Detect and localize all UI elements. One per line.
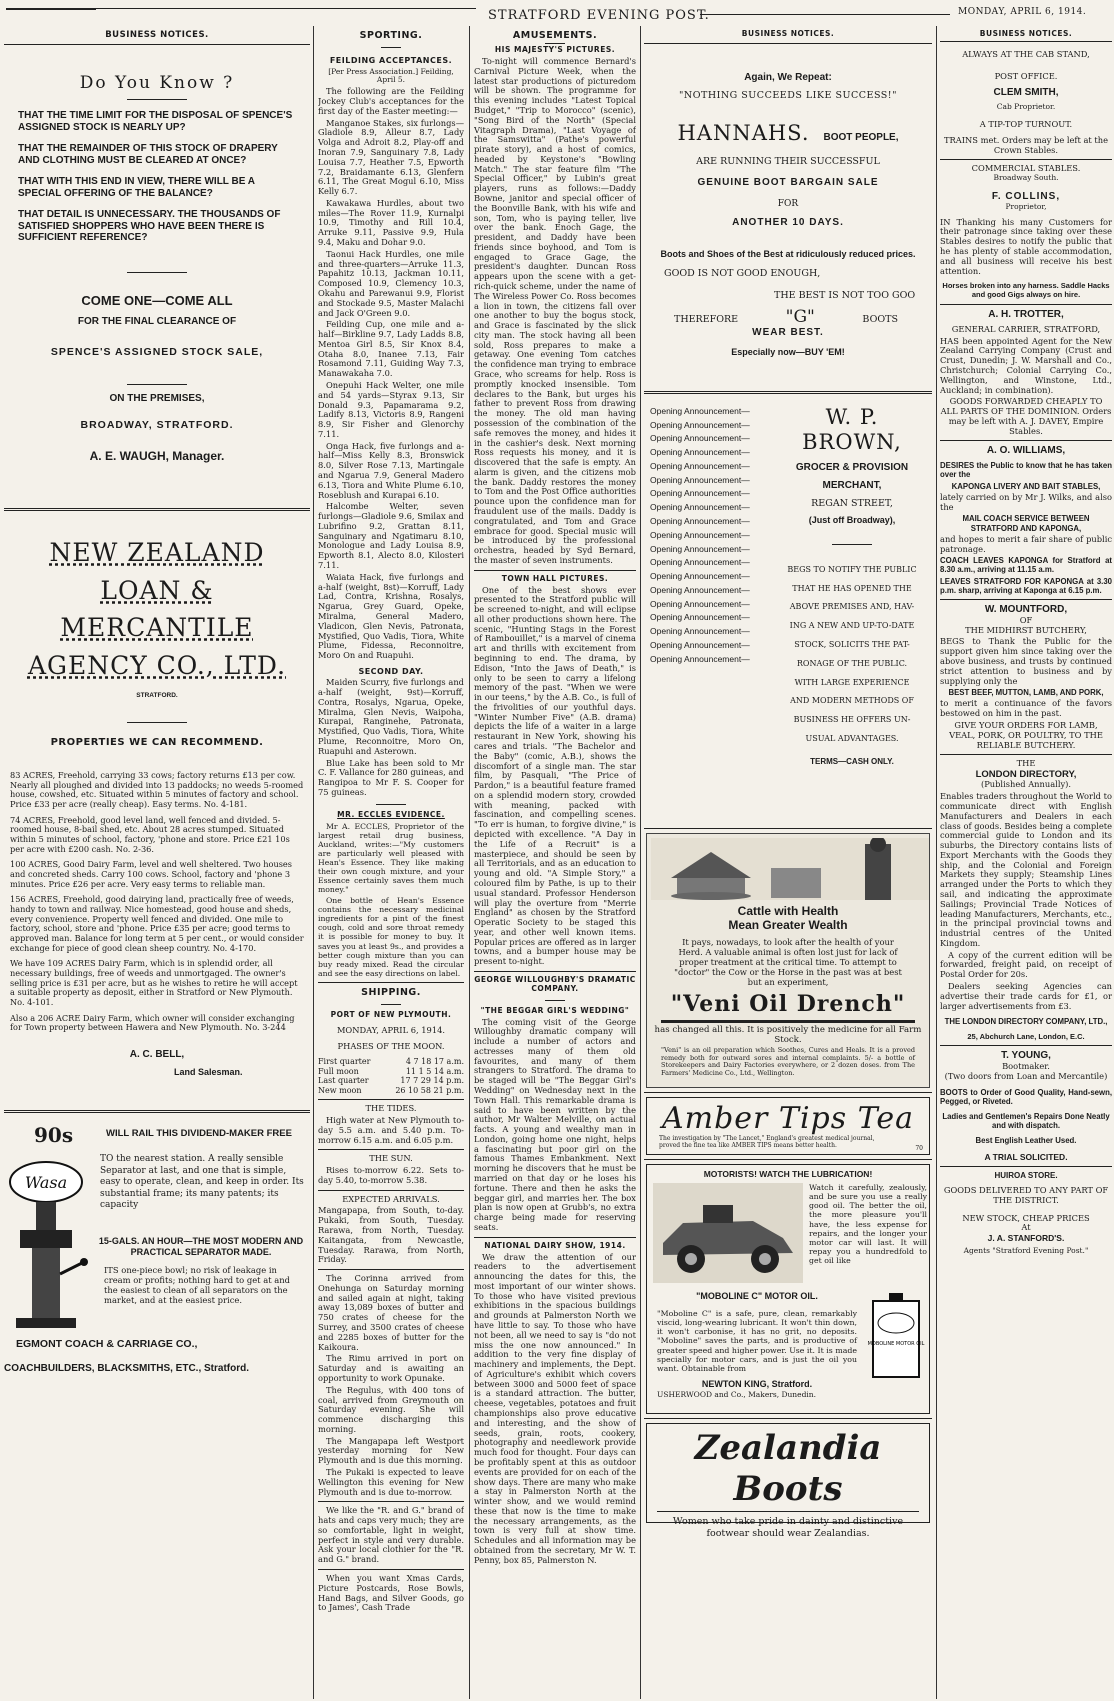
zealandia-title: Zealandia Boots — [694, 1427, 882, 1509]
sub-heading: "THE BEGGAR GIRL'S WEDDING" — [480, 1005, 630, 1015]
property-listing: 100 ACRES, Good Dairy Farm, level and well sheltered. Two houses and concreted sheds. Carry 100 cows. School, factory and 'phone 3 minutes. Price £26 per acre. Very easy terms to reliable man. — [10, 859, 292, 889]
moon-phase-row — [318, 1067, 464, 1076]
paragraph: Dealers seeking Agencies can advertise their trade cards for £1, or larger advertisements from £3. — [940, 981, 1112, 1011]
property-listing: We have 109 ACRES Dairy Farm, which is in splendid order, all necessary buildings, free of weeds and unmortgaged. The owner's selling price is £31 per acre, but as he wishes to retire he will accept a suitable property as deposit, either in Stratford or New Plymouth. No. 4-101. — [10, 958, 298, 1007]
opening-announcement-line: Opening Announcement— — [650, 433, 750, 444]
goods-delivered: GOODS DELIVERED TO ANY PART OF THE DISTRICT. — [943, 1185, 1109, 1205]
paragraph: The Corinna arrived from Onehunga on Saturday morning and sailed again at night, taking away 13,089 boxes of butter and 750 crates of cheese for the Surrey, and 3500 crates of cheese and 2285 boxes of butter for the Kaikoura. — [318, 1273, 464, 1352]
paragraph: The Mangapapa left Westport yesterday morning for New Plymouth and is due this morning. — [318, 1435, 464, 1466]
opening-announcement-line: Opening Announcement— — [650, 598, 750, 609]
paragraph: A copy of the current edition will be forwarded, freight paid, on receipt of Postal Order for 20s. — [940, 949, 1112, 980]
opening-announcement-line: Opening Announcement— — [650, 612, 750, 623]
hannahs-title-row — [654, 121, 922, 146]
opening-announcement-line: Opening Announcement— — [650, 557, 750, 568]
commercial-stables: COMMERCIAL STABLES. — [971, 163, 1081, 174]
paragraph: BEGS to Thank the Public for the support given him since taking over the above business, and trusts by continued strict attention to business and by supplying only the — [940, 636, 1112, 686]
merchant: MERCHANT, — [822, 480, 882, 492]
brown-line: STOCK, SOLICITS THE PAT- — [794, 639, 910, 649]
shipping-heading: SHIPPING. — [361, 986, 421, 998]
paragraph: Maiden Scurry, five furlongs and a-half (weight, 9st)—Korruff, Contra, Rosalys, Ngarua, Opeke, Miralma, Glen Nevis, Waipoha, Kurapai, Ranginehe, Patronata, Mystified, Quo Vadis, Tiora, White Plume, Reconnoitre, Moro On, Ruapuhi and Asterown. — [318, 677, 464, 756]
moon-phase-row — [318, 1076, 464, 1085]
eccles-heading: MR. ECCLES EVIDENCE. — [337, 809, 445, 819]
property-listing: 74 ACRES, Freehold, good level land, well fenced and divided. 5-roomed house, 8-bail shed, etc. About 28 acres stumped. Situated within 5 minutes of school, factory, 'phone and store. Price £21 10s per acre with £200 cash. No. 2-36. — [10, 814, 290, 854]
divider — [127, 99, 187, 100]
phase-name: New moon — [318, 1085, 362, 1095]
cattle-line-2: Mean Greater Wealth — [728, 918, 848, 932]
brown-line: USUAL ADVANTAGES. — [805, 733, 899, 743]
wasa-separator-illustration — [6, 1154, 88, 1354]
broadway: BROADWAY, STRATFORD. — [80, 418, 234, 431]
moon-phase-row — [318, 1086, 464, 1095]
veni-small: "Veni" is an oil preparation which Soothes, Cures and Heals. It is a proved remedy both for outward sores and internal complaints. 5/- a bottle of Storekeepers and Dairy Factories everywhere, or 2 dozen doses. from The Farmers' Medicine Co., Ltd., Wellington. — [661, 1045, 915, 1077]
divider — [474, 971, 636, 972]
wasa-price: 90s — [34, 1123, 74, 1148]
masthead — [0, 0, 1114, 26]
sub-heading: GEORGE WILLOUGHBY'S DRAMATIC COMPANY. — [474, 974, 636, 993]
notice-item: THAT THE TIME LIMIT FOR THE DISPOSAL OF SPENCE'S ASSIGNED STOCK IS NEARLY UP? — [18, 110, 293, 133]
paragraph: One of the best shows ever presented to the Stratford public will be screened to-night, and will eclipse all other productions shown here. The scenic, "Hunting Stags in the Forest of Rambouillet," is a marvel of cinema art and thrills with excitement from beginning to end. The drama, by Edison, "Into the Jaws of Death," is only to be seen to carry a lifelong memory of the past. "When we were in our teens," by the A.B. Co., is full of the frivolities of our youthful days. "Winter Number Five" (A.B. drama) depicts the life of a waiter in a large restaurant in New York, showing his cares and trials. "The Bachelor and the Baby" (comic, A.B.), shows the discomfort of a single man. The star film, by Pasquali, "The Price of Pardon," is a beautiful feature framed on a splendid modern story, crowded with meaning, packed with fascination, and compelling scenes. "To err is human, to forgive divine," is depicted with excellence. "A Day in the Life of a Recruit" is a masterpiece, and should be seen by all Territorials, and as an education to young and old. "A Simple Story," a coloured film by Pathe, is up to their usual standard. Professor Henderson will play the overture from "Merrie England" as chosen by the Stratford Operatic Society to be staged this year, and other well known items. Popular prices are offered as in larger towns, and a bumper house may be present to-night. — [474, 584, 636, 967]
phase-value: 11 1 5 14 a.m. — [405, 1066, 464, 1076]
column-business-notices — [4, 28, 310, 1697]
young: T. YOUNG, — [1001, 1050, 1051, 1062]
zealandia-ad — [646, 1423, 930, 1539]
divider — [127, 722, 187, 723]
paragraph: Mangapapa, from South, to-day. Pukaki, from South, Tuesday. Rarawa, from North, Tuesday. Kaitangata, from Newcastle, Tuesday. Rarawa, from North, Friday. — [318, 1205, 464, 1265]
nz-place: STRATFORD. — [136, 692, 178, 700]
divider — [381, 47, 401, 48]
grocer: GROCER & PROVISION — [795, 462, 909, 474]
sub-heading: NATIONAL DAIRY SHOW, 1914. — [484, 1240, 626, 1250]
opening-announcement-line: Opening Announcement— — [650, 474, 750, 485]
boots-word: BOOTS — [862, 314, 898, 326]
paragraph: Kawakawa Hurdles, about two miles—The Rover 11.9, Kurnalpi 10.9, Timothy and Rill 10.4, Arruke 9.11, Passive 9.9, Hula 9.4, Maku and Dohar 9.0. — [318, 197, 464, 248]
bootmaker: Bootmaker. — [1002, 1061, 1050, 1072]
phase-name: Last quarter — [318, 1076, 369, 1086]
column-header: BUSINESS NOTICES. — [741, 29, 835, 38]
notice-item: THAT THE REMAINDER OF THIS STOCK OF DRAPERY AND CLOTHING MUST BE CLEARED AT ONCE? — [18, 143, 278, 166]
amber-number: 70 — [915, 1144, 923, 1152]
column-sporting — [318, 28, 464, 1697]
boot-people: BOOT PEOPLE, — [823, 131, 899, 143]
divider — [940, 304, 1112, 305]
oil-can-label: MOBOLINE MOTOR OIL — [867, 1340, 925, 1347]
manager: A. E. WAUGH, Manager. — [89, 449, 225, 464]
opening-announcement-line: Opening Announcement— — [650, 447, 750, 458]
at: At — [1021, 1222, 1031, 1233]
paragraph: Feilding Cup, one mile and a-half—Birkline 9.7, Lady Ladds 8.8, Mentoa Girl 8.5, Sir Knox 8.4, Otaha 8.0, Inanee 7.13, Fair Rosamond 7.11, Guiding Way 7.3, Manawakaha 7.0. — [318, 319, 464, 379]
sub-heading: TOWN HALL PICTURES. — [501, 573, 609, 583]
paragraph: The Pukaki is expected to leave Wellington this evening for New Plymouth and is due to-morrow. — [318, 1466, 464, 1497]
paragraph: Enables traders throughout the World to communicate direct with English Manufacturers and Dealers in each class of goods. Besides being a complete commercial guide to London and its suburbs, the Directory contains lists of Export Merchants with the Goods they ship, and the Colonial and Foreign Markets they supply; Steamship Lines arranged under the Ports to which they sail, and indicating the approximate Sailings; Provincial Trade Notices of leading Manufacturers, Merchants, etc., in the principal provincial towns and industrial centres of the United Kingdom. — [940, 791, 1112, 948]
phase-name: Full moon — [318, 1066, 359, 1076]
salesman-name: A. C. BELL, — [129, 1048, 185, 1060]
wasa-heading: WILL RAIL THIS DIVIDEND-MAKER FREE — [106, 1128, 292, 1140]
column-rule — [469, 26, 470, 1699]
divider — [657, 1511, 919, 1512]
paragraph: DESIRES the Public to know that he has taken over the — [940, 461, 1112, 480]
moboline-title: "MOBOLINE C" MOTOR OIL. — [696, 1290, 818, 1301]
terms: TERMS—CASH ONLY. — [810, 756, 894, 766]
paragraph: The following are the Feilding Jockey Club's acceptances for the first day of the Easter meeting:— — [318, 86, 464, 116]
moboline-body: "Moboline C" is a safe, pure, clean, remarkably viscid, long-wearing lubricant. It won't thin down, it won't carbonise, it has no grit, no deposits. "Moboline" saves the parts, and is productive of greater speed and higher power. Use it. It is made specially for motor cars, and is just the oil you want. Obtainable from — [657, 1308, 857, 1373]
sub-heading: SECOND DAY. — [358, 666, 424, 676]
wasa-text-2: ITS one-piece bowl; no risk of leakage in cream or profits; nothing hard to get at and the easiest to clean of all separators on the market, and at the easiest price. — [104, 1265, 290, 1306]
amber-title: Amber Tips Tea — [661, 1100, 914, 1136]
farm-illustration — [651, 838, 929, 900]
masthead-rule — [96, 8, 476, 9]
opening-announcement-line: Opening Announcement— — [650, 584, 750, 595]
property-listing: 156 ACRES, Freehold, good dairying land, practically free of weeds, handy to town and railway. Nice homestead, good house and sheds, every convenience. Property well fenced and divided. One mile to factory, school, store and 'phone. Price £35 per acre; good terms to approved man. Balance for long term at 5 per cent., or would consider exchange for piece of good clean sheep country. No. 4-170. — [10, 894, 304, 953]
phase-value: 26 10 58 21 p.m. — [395, 1085, 464, 1095]
opening-announcement-line: Opening Announcement— — [650, 515, 750, 526]
genuine-sale: GENUINE BOOT BARGAIN SALE — [697, 176, 879, 188]
veni-title: "Veni Oil Drench" — [670, 990, 906, 1017]
brown-line: WITH LARGE EXPERIENCE — [794, 677, 910, 687]
oil-can-icon — [867, 1291, 925, 1381]
for: FOR — [777, 198, 799, 209]
moon-phase-row — [318, 1057, 464, 1066]
divider — [318, 982, 464, 983]
paragraph: Halcombe Welter, seven furlongs—Gladiole 9.6, Smilax and Lubrifino 9.2, Grattan 8.11, Sanguinary and Ngatimaru 8.10, Monologue and Lady Louisa 8.9, Epworth 8.1, Alecto 8.0, Kilosteri 7.11. — [318, 501, 464, 571]
column-business-notices-2 — [644, 28, 932, 1697]
paragraph: To-night will commence Bernard's Carnival Picture Week, when the latest star productions of picturedom will be shown. The programme for this evening includes "Latest Topical Budget," "Trip to Morocco" (scenic), "Song Bird of the North" (Special Vitagraph Drama), "Last Voyage of the Samswitta" (Pathe's powerful pirate story), and a host of comics, headed by Keystone's "Bowling Match." The star feature film "The Special Officer," by Lubin's great players, runs as follows:—Daddy Bowne, janitor and special officer of the Boonville Bank, with his wife and son, Tom, who is paying teller, live over the bank. Enoch Gage, the president, and Daddy have been friends since boyhood, and Tom is engaged to Grace Gage, the president's daughter. Duncan Ross appears upon the scene with a get-rich-quick scheme, under the name of The Wireless Power Co. Ross becomes a lion in town, the citizens fall over one another to buy the bogus stock, and Grace is fascinated by the slick city man. The stock having all been sold, Ross prepares to make a getaway. One evening Tom catches the confidence man trying to embrace Grace, who screams for help. Ross is promptly knocked insensible. Tom declares to the Bank, but urges his father to prevent Ross from drawing the money. The old man having possession of the combination of the safe removes the money, and hides it in the cashier's desk. Next morning Ross requests his money, and it is discovered that the safe is empty. An alarm is given, and the citizens mob the bank. Daddy restores the money to Tom and the Post Office authorities pounce upon the confidence man for fraudulent use of the mails. Daddy is congratulated, and Tom and Grace embrace for good. Special music will be introduced by the professional orchestra, headed by Syd Bernard, the master of seven instruments. — [474, 56, 636, 565]
newton-king: NEWTON KING, Stratford. — [701, 1378, 813, 1389]
divider — [318, 1501, 464, 1502]
column-rule — [313, 26, 314, 1699]
paragraph: High water at New Plymouth to-day 5.5 a.m. and 5.40 p.m. To-morrow 6.15 a.m. and 6.05 p.m. — [318, 1114, 464, 1145]
motor-car-illustration — [653, 1183, 803, 1283]
divider — [381, 1004, 401, 1005]
divider — [4, 1110, 310, 1113]
leaves-stratford: LEAVES STRATFORD FOR KAPONGA at 3.30 p.m. sharp, arriving at Kaponga at 6.15 p.m. — [940, 576, 1112, 595]
paragraph: The Regulus, with 400 tons of coal, arrived from Greymouth on Saturday evening. She will commence discharging this morning. — [318, 1384, 464, 1434]
give-orders: GIVE YOUR ORDERS FOR LAMB, VEAL, PORK, OR POULTRY, TO THE RELIABLE BUTCHERY. — [949, 720, 1103, 750]
opening-announcement-line: Opening Announcement— — [650, 460, 750, 471]
paragraph: Mr A. ECCLES, Proprietor of the largest retail drug business, Auckland, writes:—"My customers are particularly well pleased with Hean's Essence. They like making their own cough mixture, and your Essence certainly saves them much money." — [318, 821, 464, 895]
wasa-text: TO the nearest station. A really sensible Separator at last, and one that is simple, easy to operate, clean, and keep in order. Its substantial frame; its many patents; its capacity — [100, 1154, 304, 1211]
divider — [940, 159, 1112, 160]
sun-heading: THE SUN. — [369, 1153, 413, 1164]
divider — [474, 1237, 636, 1238]
agents: Agents "Stratford Evening Post." — [963, 1246, 1089, 1256]
port-heading: PORT OF NEW PLYMOUTH. — [330, 1010, 452, 1020]
wasa-brand: Wasa — [24, 1173, 68, 1193]
new-stock: NEW STOCK, CHEAP PRICES — [962, 1212, 1090, 1223]
opening-announcement-line: Opening Announcement— — [650, 626, 750, 637]
post-office: POST OFFICE. — [994, 70, 1058, 81]
masthead-rule-left — [6, 8, 96, 10]
salesman-title: Land Salesman. — [174, 1066, 243, 1077]
opening-announcement-line: Opening Announcement— — [650, 639, 750, 650]
divider — [832, 544, 872, 545]
tip-top: A TIP-TOP TURNOUT. — [979, 119, 1073, 130]
opening-announcement-line: Opening Announcement— — [650, 571, 750, 582]
paragraph: IN Thanking his many Customers for their patronage since taking over these Stables desires to notify the public that he has plenty of stable accommodation, and all business will receive his best attention. — [940, 216, 1112, 276]
best-beef: BEST BEEF, MUTTON, LAMB, AND PORK, — [948, 688, 1104, 698]
trains: TRAINS met. Orders may be left at the Crown Stables. — [944, 134, 1108, 155]
paragraph: One bottle of Hean's Essence contains the necessary medicinal ingredients for a pint of the finest cough, cold and sore throat remedy it is possible for money to buy. It saves you at least 9s., and provides a better cough mixture than you can buy ready mixed. Read the circular and see the easy directions on label. — [318, 896, 464, 978]
masthead-date: MONDAY, APRIL 6, 1914. — [958, 7, 1087, 17]
paragraph: HAS been appointed Agent for the New Zealand Carrying Company (Crust and Crust, Dunedin; J. W. Marshall and Co., Christchurch; Colonial Carrying Co., Wellington, and Winstone, Ltd., Auckland; in combination). — [940, 335, 1112, 395]
paragraph: Manganoe Stakes, six furlongs—Gladiole 8.9, Alleur 8.7, Lady Volga and Adroit 8.2, Play-off and Inoran 7.9, Sanguinary 7.8, Lady Louisa 7.7, Heather 7.5, Epworth 7.2, Braidamante 6.13, Glenfern 6.11, The Great Mogul 6.10, Miss Kelly 6.7. — [318, 117, 464, 197]
divider — [4, 44, 310, 45]
paragraph: We draw the attention of our readers to the advertisement announcing the dates for this, the most important of our winter shows. To those who have visited previous exhibitions in the spacious buildings and grounds at Palmerston North we have little to say. To those who have not been, all we need to say is "do not miss the one now announced." In addition to the very fine display of machinery and implements, the Dept. of Agriculture's exhibit which covers between 3000 and 5000 feet of space is a standard attraction. The butter, cheese, vegetables, potatoes and fruit championships also prove educative and interesting, and the show of seeds, grain, roots, cookery, photography and needlework provide much food for thought. Four days can be profitably spent at this as outdoor events are provided for on each of the show days. There are many who make a stay in Palmerston North at the winter show, and we would remind these that now is the time to make the necessary arrangements, as the town is very full at show time. Schedules and all information may be obtained from the secretary, Mr W. T. Penny, box 85, Palmerston N. — [474, 1251, 636, 1565]
divider — [661, 1020, 915, 1023]
mountford: W. MOUNTFORD, — [984, 604, 1068, 616]
paragraph: We like the "R. and G." brand of hats and caps very much; they are so comfortable, light in weight, perfect in style and very durable. Ask your local clothier for the "R. and G." brand. — [318, 1505, 464, 1565]
notice-item: THAT DETAIL IS UNNECESSARY. THE THOUSANDS OF SATISFIED SHOPPERS WHO HAVE BEEN THERE IS SUFFICIENT REFERENCE? — [18, 209, 281, 244]
especially: Especially now—BUY 'EM! — [731, 347, 845, 358]
phases-heading: PHASES OF THE MOON. — [337, 1040, 445, 1051]
final-clearance: FOR THE FINAL CLEARANCE OF — [77, 315, 237, 327]
veni-body: has changed all this. It is positively the medicine for all Farm Stock. — [654, 1024, 922, 1045]
wasa-capacity: 15-GALS. AN HOUR—THE MOST MODERN AND PRACTICAL SEPARATOR MADE. — [98, 1236, 304, 1257]
best-line: THE BEST IS NOT TOO GOO — [774, 289, 916, 301]
divider — [318, 1190, 464, 1191]
therefore-row — [654, 307, 922, 327]
trial: A TRIAL SOLICITED. — [984, 1151, 1068, 1162]
clem-smith: CLEM SMITH, — [993, 87, 1059, 99]
brown-line: ING A NEW AND UP-TO-DATE — [789, 621, 915, 631]
brown-line: BUSINESS HE OFFERS UN- — [793, 715, 911, 725]
sub-heading: FEILDING ACCEPTANCES. — [329, 56, 453, 66]
sale-title: SPENCE'S ASSIGNED STOCK SALE, — [50, 345, 264, 358]
phase-value: 17 7 29 14 p.m. — [400, 1076, 464, 1086]
divider — [318, 1569, 464, 1570]
paragraph: The Rimu arrived in port on Saturday and is awaiting an opportunity to work Opunake. — [318, 1353, 464, 1383]
divider — [4, 508, 310, 511]
paragraph: lately carried on by Mr J. Wilks, and also the — [940, 491, 1112, 512]
cattle-line-1: Cattle with Health — [737, 903, 839, 918]
paragraph: to merit a continuance of the favors bestowed on him in the past. — [940, 698, 1112, 719]
amber-small: The investigation by "The Lancet," England's greatest medical journal, proved the fine tea like AMBER TIPS means better health. — [659, 1134, 875, 1149]
nz-loan-title: NEW ZEALAND — [49, 538, 265, 568]
two-doors: (Two doors from Loan and Mercantile) — [944, 1070, 1108, 1081]
brown-line: AND MODERN METHODS OF — [790, 696, 914, 706]
paragraph: Taonui Hack Hurdles, one mile and three-quarters—Arruke 11.3, Papahitz 10.13, Jackman 10.11, Composed 10.9, Clemency 10.3, Okahu and Parewanui 9.9, Florist and Stockade 9.5, Master Malachi and Jack O'Green 9.0. — [318, 248, 464, 318]
divider — [940, 1045, 1112, 1046]
paragraph: When you want Xmas Cards, Picture Postcards, Rose Bowls, Hand Bags, and Silver Goods, go to James', Cash Trade — [318, 1573, 464, 1613]
repairs: Ladies and Gentlemen's Repairs Done Neatly and with dispatch. — [942, 1112, 1110, 1131]
brown-name: W. P. BROWN, — [802, 404, 902, 454]
zealandia-sub: Women who take pride in dainty and distinctive footwear should wear Zealandias. — [672, 1516, 904, 1539]
veni-oil-ad — [646, 833, 930, 1088]
paragraph: Onga Hack, five furlongs and a-half—Miss Kelly 8.3, Bronswick 8.0, Silver Rose 7.13, Martingale and Ngarua 7.9, General Madero 6.13, Tiora and White Plume 6.10, Roseblush and Kurapai 6.10. — [318, 440, 464, 500]
divider — [376, 804, 406, 805]
come-all: COME ONE—COME ALL — [81, 292, 233, 308]
phase-value: 4 7 18 17 a.m. — [405, 1057, 464, 1067]
opening-announcement-line: Opening Announcement— — [650, 419, 750, 430]
brown-line: RONAGE OF THE PUBLIC. — [796, 658, 908, 668]
motorists-heading: MOTORISTS! WATCH THE LUBRICATION! — [703, 1168, 873, 1179]
divider — [940, 599, 1112, 600]
divider — [127, 272, 187, 273]
opening-announcement-line: Opening Announcement— — [650, 502, 750, 513]
divider — [318, 1269, 464, 1270]
carrier: GENERAL CARRIER, STRATFORD, — [951, 323, 1101, 334]
mail-coach: MAIL COACH SERVICE BETWEEN STRATFORD AND KAPONGA, — [962, 514, 1090, 533]
column-rule — [936, 26, 937, 1699]
of: OF — [1019, 614, 1033, 625]
brown-ad — [644, 399, 932, 824]
another-days: ANOTHER 10 DAYS. — [732, 217, 844, 229]
brown-line: THAT HE HAS OPENED THE — [792, 583, 912, 593]
divider — [474, 570, 636, 571]
annual: (Published Annually). — [980, 779, 1072, 790]
opening-announcement-line: Opening Announcement— — [650, 488, 750, 499]
column-header: BUSINESS NOTICES. — [105, 30, 209, 40]
cab-stand: ALWAYS AT THE CAB STAND, — [962, 48, 1090, 59]
boots-to-order: BOOTS to Order of Good Quality, Hand-sewn, Pegged, or Riveted. — [940, 1087, 1112, 1106]
moboline-ad — [646, 1164, 930, 1414]
running: ARE RUNNING THEIR SUCCESSFUL — [696, 155, 880, 167]
premises: ON THE PREMISES, — [109, 393, 205, 405]
london-company: THE LONDON DIRECTORY COMPANY, LTD., — [944, 1017, 1108, 1027]
paragraph: The coming visit of the George Willoughby dramatic company will include a number of actors and actresses many of them old favourites, and many of them strangers to Stratford. The drama to be staged will be "The Beggar Girl's Wedding" on Wednesday next in the Town Hall. This remarkable drama is said to have been written by the author, Mr Walter Melville, on actual facts. A young and wealthy man in London, going home one night, helps a fascinating but poor girl on the famous Thames Embankment. Next morning he discovers that he must be married on that day or he loses his fortune. There and then he asks the beggar girl, and marries her. The box plan is now open at Grubb's, no extra charge being made for reserving seats. — [474, 1016, 636, 1232]
paragraph: GOODS FORWARDED CHEAPLY TO ALL PARTS OF THE DOMINION. Orders may be left with A. J. DAVEY, Empire Stables. — [940, 396, 1112, 436]
nz-loan-title: LOAN & MERCANTILE — [60, 575, 254, 643]
cab-proprietor: Cab Proprietor. — [996, 102, 1056, 112]
hannahs-ad — [644, 48, 932, 386]
shipping-date: MONDAY, APRIL 6, 1914. — [336, 1024, 446, 1035]
wear-best: WEAR BEST. — [752, 327, 824, 339]
wasa-separator-ad — [4, 1118, 310, 1358]
opening-announcement-line: Opening Announcement— — [650, 405, 750, 416]
arrivals-heading: EXPECTED ARRIVALS. — [342, 1193, 440, 1204]
divider — [644, 1159, 932, 1160]
coach-leaves: COACH LEAVES KAPONGA for Stratford at 8.30 a.m., arriving at 11.15 a.m. — [940, 556, 1112, 575]
good-enough: GOOD IS NOT GOOD ENOUGH, — [664, 267, 821, 279]
opening-announcement-line: Opening Announcement— — [650, 529, 750, 540]
divider — [545, 1000, 565, 1001]
coachbuilders: COACHBUILDERS, BLACKSMITHS, ETC., Stratford. — [4, 1362, 249, 1374]
hannahs-name: HANNAHS. — [677, 120, 810, 145]
huiroa-store: HUIROA STORE. — [994, 1170, 1058, 1180]
divider — [545, 43, 565, 44]
sub-heading: HIS MAJESTY'S PICTURES. — [494, 45, 616, 55]
column-business-notices-3 — [940, 28, 1112, 1697]
proprietor: Proprietor, — [1005, 201, 1047, 211]
divider — [940, 754, 1112, 755]
brown-line: ABOVE PREMISES AND, HAV- — [789, 602, 915, 612]
brown-line: BEGS TO NOTIFY THE PUBLIC — [787, 564, 917, 574]
divider — [318, 1149, 464, 1150]
column-header: BUSINESS NOTICES. — [940, 30, 1112, 42]
paragraph: Waiata Hack, five furlongs and a-half (weight, 8st)—Korruff, Lady Lad, Contra, Krishna, Rosalys, Ngarua, Grey Guard, Opeke, Miralma, General Madero, Vladicon, Glen Nevis, Patronata, Mystified, Quo Vadis, Tiora, White Plume, Fidessa, Reconnoitre, Moro On and Ruapuhi. — [318, 571, 464, 661]
motor-body: Watch it carefully, zealously, and be sure you use a really good oil. The better the oil, the more pleasure you'll have, the less expense for repairs, and the longer your motor car will last. It will repay you a hundredfold to get oil like — [809, 1182, 927, 1266]
nz-loan-title: AGENCY CO., LTD. — [27, 650, 287, 680]
egmont-coach: EGMONT COACH & CARRIAGE CO., — [16, 1338, 198, 1351]
properties-heading: PROPERTIES WE CAN RECOMMEND. — [50, 737, 264, 749]
horses: Horses broken into any harness. Saddle Hacks and good Gigs always on hire. — [942, 281, 1110, 300]
amber-tips-ad — [646, 1097, 930, 1155]
midhirst: THE MIDHIRST BUTCHERY, — [965, 624, 1087, 635]
regan-street: REGAN STREET, — [811, 497, 893, 509]
g-mark: "G" — [785, 307, 815, 328]
trotter: A. H. TROTTER, — [988, 309, 1064, 321]
paragraph: Onepuhi Hack Welter, one mile and 54 yards—Styrax 9.13, Sir Donald 9.3, Papamarama 9.2, Ladify 8.13, Victoris 8.9, Rangeni 8.9, Sir Fisher and Glenorchy 7.11. — [318, 379, 464, 439]
opening-announcement-line: Opening Announcement— — [650, 653, 750, 664]
column-header: SPORTING. — [359, 30, 423, 41]
london-directory: LONDON DIRECTORY, — [975, 769, 1077, 781]
just-off: (Just off Broadway), — [808, 515, 896, 526]
notice-item: THAT WITH THIS END IN VIEW, THERE WILL BE A SPECIAL OFFERING OF THE BALANCE? — [18, 176, 255, 199]
collins: F. COLLINS, — [991, 191, 1061, 203]
paragraph: Rises to-morrow 6.22. Sets to-day 5.40, to-morrow 5.38. — [318, 1165, 464, 1185]
brown-body — [772, 561, 932, 749]
divider — [940, 1166, 1112, 1167]
abchurch: 25, Abchurch Lane, London, E.C. — [967, 1031, 1085, 1041]
masthead-title: STRATFORD EVENING POST. — [488, 8, 710, 23]
divider — [644, 1092, 932, 1093]
tides-heading: THE TIDES. — [365, 1103, 417, 1114]
paragraph: and hopes to merit a fair share of public patronage. — [940, 533, 1112, 554]
boots-shoes: Boots and Shoes of the Best at ridiculously reduced prices. — [660, 249, 916, 260]
cattle-body: It pays, nowadays, to look after the health of your Herd. A valuable animal is often lost just for lack of proper treatment at the critical time. To attempt to "doctor" the Cow or the Horse in the past was at best but an experiment, — [674, 937, 902, 987]
opening-announcement-list — [650, 405, 770, 667]
property-listing: 83 ACRES, Freehold, carrying 33 cows; factory returns £13 per cow. Nearly all ploughed and divided into 13 paddocks; no weeds 5-roomed house, cowshed, etc. Situated within 5 minutes of factory and school. Price £33 per acre (really cheap). Easy terms. No. 4-181. — [10, 769, 304, 809]
leather: Best English Leather Used. — [975, 1136, 1077, 1146]
therefore: THEREFORE — [674, 314, 739, 326]
divider — [940, 440, 1112, 441]
broadway-south: Broadway South. — [993, 173, 1059, 183]
phase-name: First quarter — [318, 1057, 371, 1067]
brown-details — [772, 405, 932, 766]
divider — [644, 43, 932, 44]
column-rule — [640, 26, 641, 1699]
property-listing: Also a 206 ACRE Dairy Farm, which owner will consider exchanging for Town property between Hawera and New Plymouth. No. 3-244 — [10, 1012, 295, 1033]
quote: "NOTHING SUCCEEDS LIKE SUCCESS!" — [679, 89, 897, 101]
divider — [127, 384, 187, 385]
williams: A. O. WILLIAMS, — [986, 445, 1066, 457]
again: Again, We Repeat: — [744, 71, 832, 83]
divider — [644, 828, 932, 829]
masthead-rule-right — [700, 14, 950, 15]
kaponga-livery: KAPONGA LIVERY AND BAIT STABLES, — [951, 481, 1101, 491]
know-title: Do You Know ? — [79, 73, 235, 94]
press-line: [Per Press Association.] Feilding, April 5. — [328, 66, 454, 85]
divider — [644, 1418, 932, 1419]
column-header: AMUSEMENTS. — [512, 30, 598, 41]
column-amusements — [474, 28, 636, 1697]
stanford: J. A. STANFORD'S. — [987, 1233, 1065, 1244]
paragraph: Blue Lake has been sold to Mr C. F. Vallance for 280 guineas, and Rangipoa to Mr F. S. Cooper for 75 guineas. — [318, 757, 464, 797]
the: THE — [1016, 758, 1036, 769]
divider — [318, 1099, 464, 1100]
separator-icon — [6, 1154, 88, 1354]
opening-announcement-line: Opening Announcement— — [650, 543, 750, 554]
divider — [644, 391, 932, 394]
usherwood: USHERWOOD and Co., Makers, Dunedin. — [657, 1389, 816, 1399]
